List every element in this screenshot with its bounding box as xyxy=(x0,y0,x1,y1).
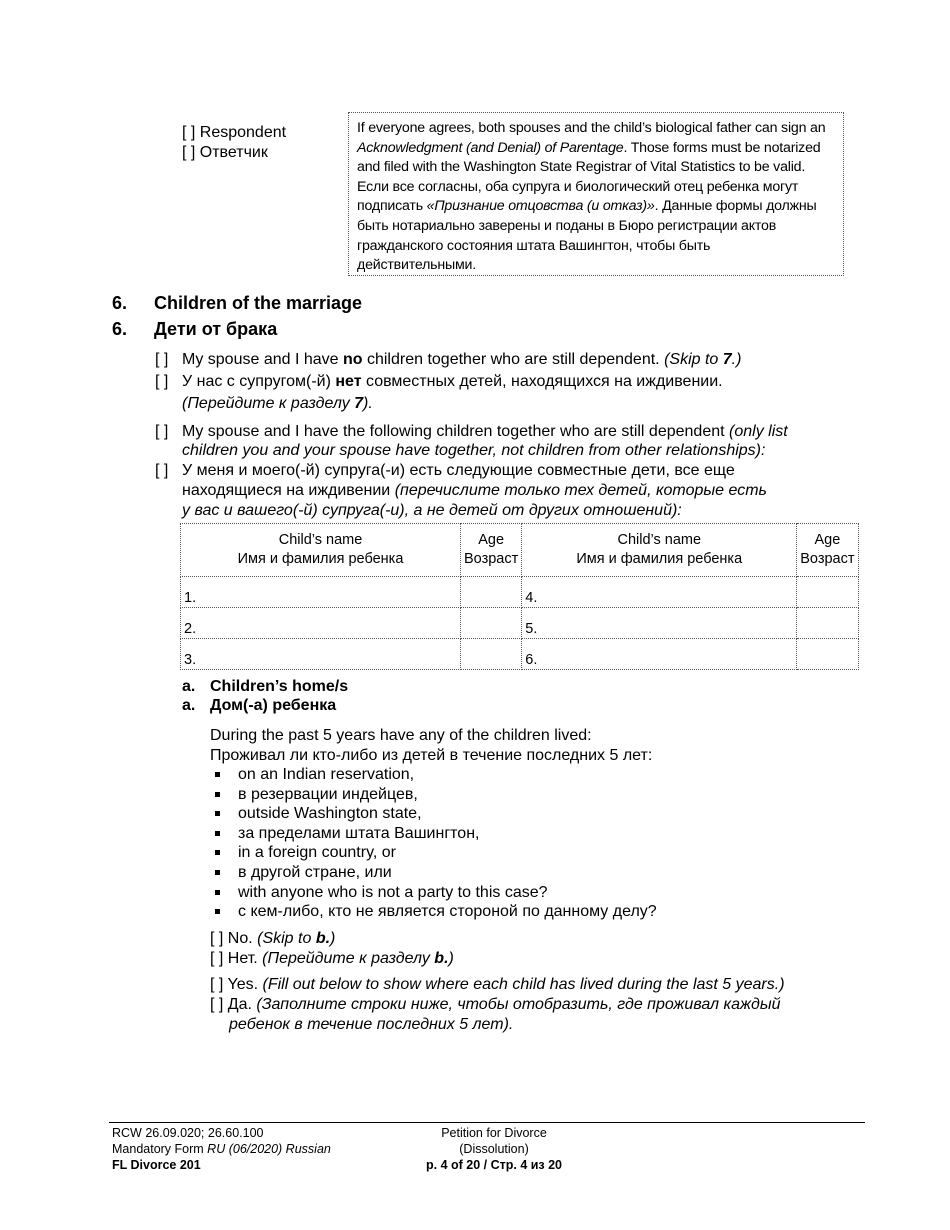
child-name-cell[interactable]: 2. xyxy=(181,608,461,639)
child-age-cell[interactable] xyxy=(797,577,858,608)
header-age: Age Возраст xyxy=(461,524,522,577)
note-line: действительными. xyxy=(357,257,477,274)
option-no[interactable] xyxy=(210,929,454,969)
footer-center xyxy=(394,1125,594,1173)
section-number: 6. xyxy=(112,319,128,339)
footer-form-id: FL Divorce 201 xyxy=(112,1158,201,1172)
header-child-name: Child’s name Имя и фамилия ребенка xyxy=(181,524,461,577)
footer-mandatory-form: Mandatory Form RU (06/2020) Russian xyxy=(112,1142,331,1156)
list-item: on an Indian reservation, xyxy=(210,765,657,785)
respondent-checkbox-en[interactable]: [ ] Respondent xyxy=(182,124,287,141)
child-name-cell[interactable]: 3. xyxy=(181,639,461,670)
child-age-cell[interactable] xyxy=(461,577,522,608)
residence-question xyxy=(210,726,652,766)
note-line: подписать «Признание отцовства (и отказ)». Данные формы должны xyxy=(357,198,817,215)
child-age-cell[interactable] xyxy=(461,608,522,639)
child-name-cell[interactable]: 4. xyxy=(522,577,797,608)
parentage-note-box xyxy=(348,112,844,276)
bullet-square-icon xyxy=(215,831,220,836)
bullet-square-icon xyxy=(215,792,220,797)
checkbox[interactable]: [ ] xyxy=(155,351,169,368)
footer-page-number: p. 4 of 20 / Стр. 4 из 20 xyxy=(425,1158,563,1172)
bullet-square-icon xyxy=(215,870,220,875)
respondent-options xyxy=(182,123,286,163)
child-age-cell[interactable] xyxy=(461,639,522,670)
section-heading-ru xyxy=(112,319,512,341)
footer-rcw: RCW 26.09.020; 26.60.100 xyxy=(112,1126,264,1140)
subsection-title: Children’s home/s xyxy=(210,678,349,695)
option-no-en[interactable]: [ ] No. (Skip to b.) xyxy=(210,930,336,947)
option-yes[interactable] xyxy=(210,975,785,1035)
table-header-row xyxy=(181,524,859,577)
option-text-en: My spouse and I have no children together who are still dependent. (Skip to 7.) xyxy=(182,351,742,368)
subsection-title: Дом(-а) ребенка xyxy=(210,697,337,714)
note-line: and filed with the Washington State Registrar of Vital Statistics to be valid. xyxy=(357,159,806,176)
table-row xyxy=(181,577,859,608)
option-no-children[interactable] xyxy=(155,350,855,414)
question-en: During the past 5 years have any of the children lived: xyxy=(210,727,592,744)
children-table xyxy=(180,523,859,670)
child-age-cell[interactable] xyxy=(797,639,858,670)
option-yes-en[interactable]: [ ] Yes. (Fill out below to show where each child has lived during the last 5 years.) xyxy=(210,976,785,993)
list-item: в резервации индейцев, xyxy=(210,785,657,805)
bullet-square-icon xyxy=(215,772,220,777)
option-following-children[interactable] xyxy=(155,422,855,522)
note-line: гражданского состояния штата Вашингтон, чтобы быть xyxy=(357,237,711,254)
subsection-heading-ru xyxy=(182,697,582,717)
section-number: 6. xyxy=(112,293,128,313)
option-text-ru-cont: находящиеся на иждивении (перечислите только тех детей, которые есть xyxy=(182,482,767,499)
table-row xyxy=(181,639,859,670)
checkbox[interactable]: [ ] xyxy=(155,462,169,479)
footer-divider xyxy=(109,1122,865,1123)
section-heading-en xyxy=(112,293,512,315)
header-age: Age Возраст xyxy=(797,524,858,577)
list-item: в другой стране, или xyxy=(210,863,657,883)
option-text-ru: У меня и моего(-й) супруга(-и) есть следующие совместные дети, все еще xyxy=(182,462,735,479)
bullet-square-icon xyxy=(215,909,220,914)
child-name-cell[interactable]: 5. xyxy=(522,608,797,639)
note-line: Acknowledgment (and Denial) of Parentage. Those forms must be notarized xyxy=(357,139,821,156)
subsection-letter: a. xyxy=(182,697,196,714)
option-no-ru[interactable]: [ ] Нет. (Перейдите к разделу b.) xyxy=(210,950,454,967)
list-item: in a foreign country, or xyxy=(210,843,657,863)
section-title: Дети от брака xyxy=(154,319,278,339)
list-item: with anyone who is not a party to this case? xyxy=(210,883,657,903)
note-line: быть нотариально заверены и поданы в Бюро регистрации актов xyxy=(357,217,777,234)
child-name-cell[interactable]: 1. xyxy=(181,577,461,608)
residence-bullet-list xyxy=(210,765,657,922)
checkbox[interactable]: [ ] xyxy=(155,423,169,440)
option-text-ru: У нас с супругом(-й) нет совместных детей, находящихся на иждивении. xyxy=(182,373,723,390)
bullet-square-icon xyxy=(215,811,220,816)
list-item: за пределами штата Вашингтон, xyxy=(210,824,657,844)
child-name-cell[interactable]: 6. xyxy=(522,639,797,670)
option-yes-ru[interactable]: [ ] Да. (Заполните строки ниже, чтобы отобразить, где проживал каждый xyxy=(210,996,781,1013)
footer-doc-subtitle: (Dissolution) xyxy=(459,1142,529,1156)
subsection-letter: a. xyxy=(182,678,196,695)
bullet-square-icon xyxy=(215,890,220,895)
footer-left xyxy=(112,1125,331,1173)
note-line: If everyone agrees, both spouses and the child’s biological father can sign an xyxy=(357,120,826,136)
header-child-name: Child’s name Имя и фамилия ребенка xyxy=(522,524,797,577)
question-ru: Проживал ли кто-либо из детей в течение последних 5 лет: xyxy=(210,747,653,764)
note-line: Если все согласны, оба супруга и биологический отец ребенка могут xyxy=(357,178,799,195)
option-text-en-cont: children you and your spouse have together, not children from other relationships): xyxy=(182,442,766,459)
option-text-ru-cont: у вас и вашего(-й) супруга(-и), а не детей от других отношений): xyxy=(182,502,682,519)
table-row xyxy=(181,608,859,639)
child-age-cell[interactable] xyxy=(797,608,858,639)
checkbox[interactable]: [ ] xyxy=(155,373,169,390)
option-text-en: My spouse and I have the following children together who are still dependent (only list xyxy=(182,423,788,440)
respondent-checkbox-ru[interactable]: [ ] Ответчик xyxy=(182,144,268,161)
option-yes-ru-cont: ребенок в течение последних 5 лет). xyxy=(229,1016,514,1033)
option-skip-ru: (Перейдите к разделу 7). xyxy=(182,395,373,412)
list-item: с кем-либо, кто не является стороной по данному делу? xyxy=(210,902,657,922)
list-item: outside Washington state, xyxy=(210,804,657,824)
bullet-square-icon xyxy=(215,850,220,855)
subsection-heading-en xyxy=(182,678,582,698)
section-title: Children of the marriage xyxy=(154,293,363,313)
footer-doc-title: Petition for Divorce xyxy=(441,1126,547,1140)
